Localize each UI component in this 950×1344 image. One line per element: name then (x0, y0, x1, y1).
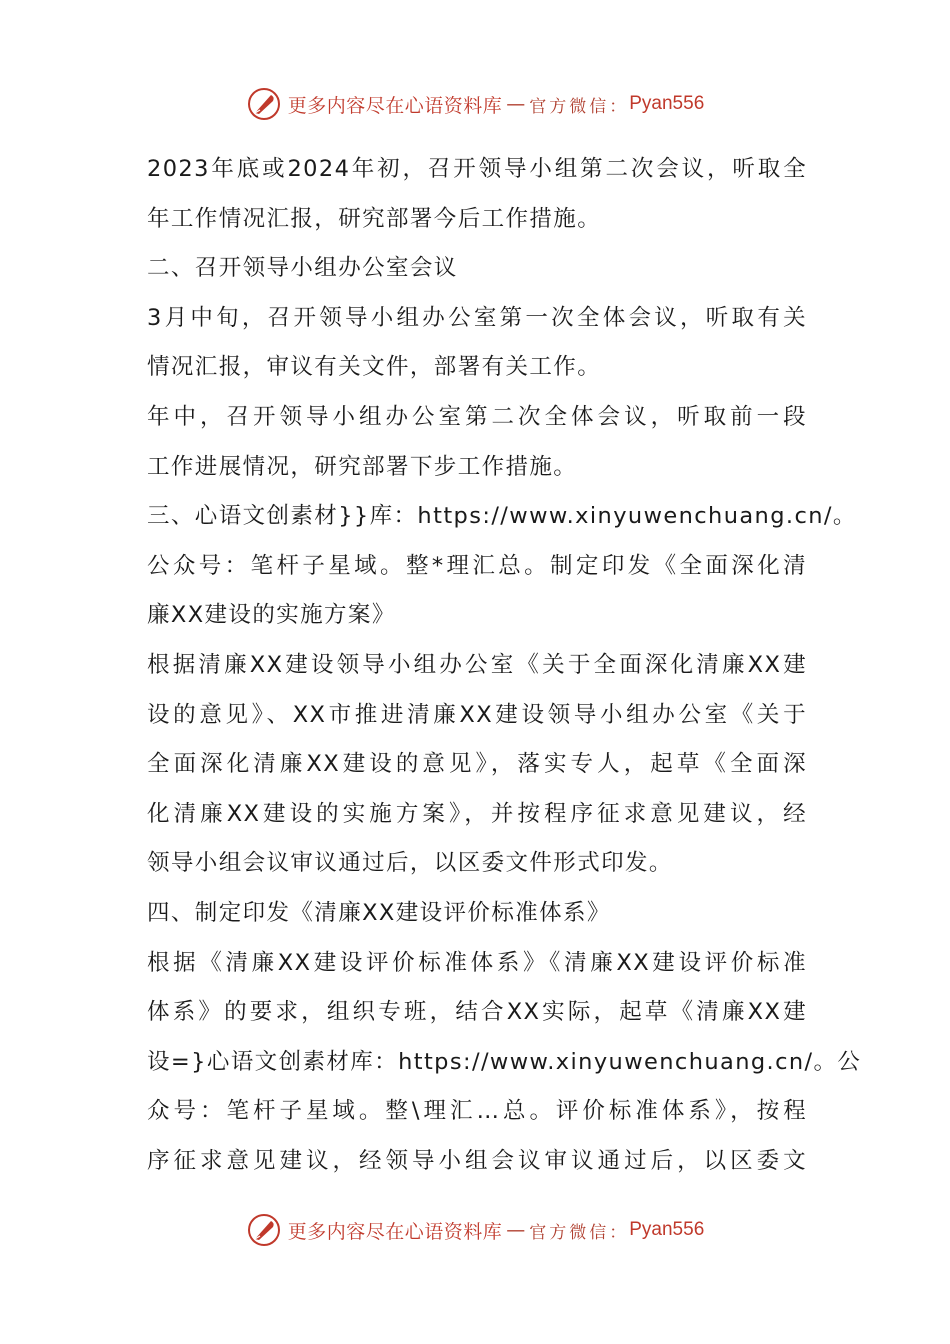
section-heading: 三、心语文创素材}}库：https://www.xinyuwenchuang.cn/。 (147, 503, 857, 530)
body-line: 体系》的要求，组织专班，结合XX实际，起草《清廉XX建 (147, 999, 807, 1026)
banner-wechat-label: 官方微信： (529, 1222, 630, 1243)
body-line: 根据清廉XX建设领导小组办公室《关于全面深化清廉XX建 (147, 651, 807, 678)
banner-wechat-handle: Pyan556 (629, 1219, 705, 1240)
header-banner (0, 84, 950, 124)
footer-banner (0, 1210, 950, 1250)
quill-logo-icon (246, 1212, 282, 1248)
body-line: 设的意见》、XX市推进清廉XX建设领导小组办公室《关于 (147, 701, 807, 728)
banner-wechat-label: 官方微信： (529, 96, 630, 117)
banner-wechat-handle: Pyan556 (629, 93, 705, 114)
body-line: 序征求意见建议，经领导小组会议审议通过后，以区委文 (147, 1147, 807, 1174)
banner-slogan: 更多内容尽在心语资料库 (287, 94, 503, 117)
section-heading: 四、制定印发《清廉XX建设评价标准体系》 (147, 899, 611, 926)
banner-separator: — (506, 1219, 526, 1241)
banner-separator: — (506, 93, 526, 115)
body-line: 2023年底或2024年初，召开领导小组第二次会议，听取全 (147, 156, 807, 182)
body-line: 年工作情况汇报，研究部署今后工作措施。 (147, 205, 602, 232)
body-line: 全面深化清廉XX建设的意见》，落实专人，起草《全面深 (147, 751, 807, 778)
document-body (147, 145, 862, 1186)
body-line: 设=}心语文创素材库：https://www.xinyuwenchuang.cn/。公 (147, 1048, 862, 1075)
body-line: 3月中旬，召开领导小组办公室第一次全体会议，听取有关 (147, 304, 807, 331)
body-line: 情况汇报，审议有关文件，部署有关工作。 (147, 354, 602, 381)
body-line: 领导小组会议审议通过后，以区委文件形式印发。 (147, 850, 673, 877)
body-line: 年中，召开领导小组办公室第二次全体会议，听取前一段 (147, 403, 807, 430)
body-line: 化清廉XX建设的实施方案》，并按程序征求意见建议，经 (147, 800, 807, 827)
quill-logo-icon (246, 86, 282, 122)
body-line: 公众号：笔杆子星域。整*理汇总。制定印发《全面深化清 (147, 552, 807, 579)
section-heading: 二、召开领导小组办公室会议 (147, 255, 458, 282)
body-line: 根据《清廉XX建设评价标准体系》《清廉XX建设评价标准 (147, 949, 807, 976)
banner-slogan: 更多内容尽在心语资料库 (287, 1220, 503, 1243)
body-line: 工作进展情况，研究部署下步工作措施。 (147, 453, 578, 480)
body-line: 众号：笔杆子星域。整\理汇…总。评价标准体系》，按程 (147, 1098, 807, 1125)
body-line: 廉XX建设的实施方案》 (147, 602, 396, 629)
